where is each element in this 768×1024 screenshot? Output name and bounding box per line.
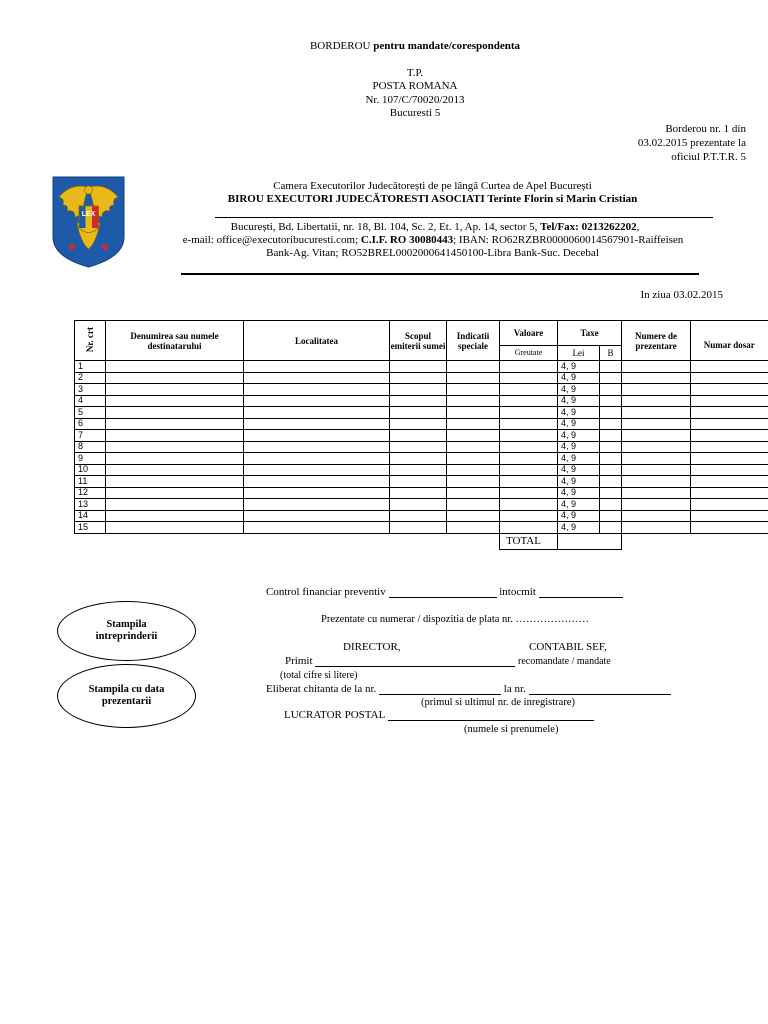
- row-numere[interactable]: [622, 499, 691, 511]
- row-nr: 10: [75, 464, 106, 476]
- stamp-intreprinderii: [57, 601, 196, 661]
- row-greutate[interactable]: [500, 407, 558, 419]
- row-greutate[interactable]: [500, 372, 558, 384]
- col-nr-header: [75, 321, 106, 361]
- row-b[interactable]: [600, 372, 622, 384]
- row-scop[interactable]: [390, 453, 447, 465]
- row-dosar[interactable]: [691, 522, 768, 534]
- row-localitate[interactable]: [244, 361, 390, 373]
- row-nr: 2: [75, 372, 106, 384]
- table-row: [75, 499, 768, 511]
- primit-field[interactable]: [315, 666, 515, 667]
- org-address-end: ,: [636, 221, 640, 233]
- col-ind-header: Indicatii speciale: [447, 321, 500, 361]
- col-taxe-header: Taxe: [558, 321, 622, 346]
- control-line: [266, 586, 623, 598]
- posta-label: POSTA ROMANA: [372, 80, 458, 92]
- row-greutate[interactable]: [500, 361, 558, 373]
- table-row: [75, 418, 768, 430]
- eliberat-label: Eliberat chitanta de la nr.: [266, 683, 377, 695]
- table-row: [75, 464, 768, 476]
- col-val-header: Valoare: [500, 321, 558, 346]
- row-greutate[interactable]: [500, 441, 558, 453]
- row-lei: 4, 9: [558, 522, 600, 534]
- row-nr: 14: [75, 510, 106, 522]
- row-lei: 4, 9: [558, 499, 600, 511]
- row-name[interactable]: [106, 453, 244, 465]
- table-row: [75, 361, 768, 373]
- row-nr: 3: [75, 384, 106, 396]
- row-b[interactable]: [600, 361, 622, 373]
- row-dosar[interactable]: [691, 487, 768, 499]
- row-b[interactable]: [600, 464, 622, 476]
- row-localitate[interactable]: [244, 441, 390, 453]
- row-numere[interactable]: [622, 407, 691, 419]
- total-value-cell[interactable]: [558, 533, 622, 549]
- row-scop[interactable]: [390, 361, 447, 373]
- stamp-data-prezentarii: [57, 664, 196, 728]
- row-numere[interactable]: [622, 464, 691, 476]
- row-name[interactable]: [106, 361, 244, 373]
- row-localitate[interactable]: [244, 418, 390, 430]
- logo-top-text: UNEJ: [70, 163, 107, 177]
- row-indicatii[interactable]: [447, 510, 500, 522]
- row-lei: 4, 9: [558, 418, 600, 430]
- row-scop[interactable]: [390, 487, 447, 499]
- intocmit-label: intocmit: [499, 586, 536, 598]
- row-numere[interactable]: [622, 487, 691, 499]
- borderou-line2: 03.02.2015 prezentate la: [637, 137, 746, 149]
- org-chamber: Camera Executorilor Judecătorești de pe lângă Curtea de Apel București: [273, 180, 592, 192]
- org-birou: BIROU EXECUTORI JUDECĂTORESTI ASOCIATI Terinte Florin si Marin Cristian: [227, 193, 638, 205]
- row-localitate[interactable]: [244, 453, 390, 465]
- row-indicatii[interactable]: [447, 441, 500, 453]
- col-numere-header: Numere de prezentare: [622, 321, 691, 361]
- row-scop[interactable]: [390, 395, 447, 407]
- control-label: Control financiar preventiv: [266, 586, 386, 598]
- row-lei: 4, 9: [558, 372, 600, 384]
- title-bold: pentru mandate/corespondenta: [373, 40, 521, 52]
- row-greutate[interactable]: [500, 487, 558, 499]
- row-b[interactable]: [600, 441, 622, 453]
- primit-label: Primit: [285, 655, 313, 667]
- row-localitate[interactable]: [244, 487, 390, 499]
- director-label: DIRECTOR,: [343, 641, 401, 653]
- row-localitate[interactable]: [244, 522, 390, 534]
- org-iban: ; IBAN: RO62RZBR0000060014567901-Raiffeisen: [453, 234, 684, 246]
- row-indicatii[interactable]: [447, 407, 500, 419]
- row-b[interactable]: [600, 522, 622, 534]
- row-b[interactable]: [600, 510, 622, 522]
- row-scop[interactable]: [390, 476, 447, 488]
- row-greutate[interactable]: [500, 522, 558, 534]
- table-row: [75, 384, 768, 396]
- nume-prenume-note: (numele si prenumele): [464, 724, 559, 735]
- row-lei: 4, 9: [558, 361, 600, 373]
- lucrator-field[interactable]: [388, 720, 594, 721]
- row-dosar[interactable]: [691, 453, 768, 465]
- col-loc-header: Localitatea: [244, 321, 390, 361]
- row-lei: 4, 9: [558, 407, 600, 419]
- row-scop[interactable]: [390, 522, 447, 534]
- row-greutate[interactable]: [500, 384, 558, 396]
- row-dosar[interactable]: [691, 372, 768, 384]
- row-name[interactable]: [106, 384, 244, 396]
- row-dosar[interactable]: [691, 499, 768, 511]
- row-lei: 4, 9: [558, 464, 600, 476]
- row-numere[interactable]: [622, 441, 691, 453]
- stamp1-label: Stampila intreprinderii: [95, 619, 158, 642]
- table-body: [75, 361, 768, 534]
- row-numere[interactable]: [622, 418, 691, 430]
- total-spacer: [75, 533, 500, 549]
- row-localitate[interactable]: [244, 407, 390, 419]
- row-nr: 7: [75, 430, 106, 442]
- col-scop-header: Scopul emiterii sumei: [390, 321, 447, 361]
- row-greutate[interactable]: [500, 430, 558, 442]
- row-b[interactable]: [600, 453, 622, 465]
- row-localitate[interactable]: [244, 464, 390, 476]
- row-dosar[interactable]: [691, 407, 768, 419]
- table-row: [75, 372, 768, 384]
- table-row: [75, 522, 768, 534]
- col-b-header: B: [600, 346, 622, 361]
- recomandate-label: recomandate / mandate: [518, 656, 611, 667]
- row-nr: 5: [75, 407, 106, 419]
- org-cif: C.I.F. RO 30080443: [360, 234, 454, 246]
- row-scop[interactable]: [390, 418, 447, 430]
- row-nr: 12: [75, 487, 106, 499]
- row-lei: 4, 9: [558, 476, 600, 488]
- row-indicatii[interactable]: [447, 430, 500, 442]
- eliberat-line: [266, 683, 671, 695]
- row-b[interactable]: [600, 418, 622, 430]
- row-greutate[interactable]: [500, 418, 558, 430]
- row-indicatii[interactable]: [447, 372, 500, 384]
- row-numere[interactable]: [622, 430, 691, 442]
- row-lei: 4, 9: [558, 430, 600, 442]
- row-nr: 13: [75, 499, 106, 511]
- row-lei: 4, 9: [558, 487, 600, 499]
- row-lei: 4, 9: [558, 384, 600, 396]
- lucrator-label: LUCRATOR POSTAL: [284, 709, 385, 721]
- row-b[interactable]: [600, 499, 622, 511]
- row-greutate[interactable]: [500, 395, 558, 407]
- tp-label: T.P.: [406, 67, 424, 79]
- row-b[interactable]: [600, 430, 622, 442]
- row-nr: 1: [75, 361, 106, 373]
- row-numere[interactable]: [622, 522, 691, 534]
- row-numere[interactable]: [622, 510, 691, 522]
- row-b[interactable]: [600, 476, 622, 488]
- row-numere[interactable]: [622, 395, 691, 407]
- row-dosar[interactable]: [691, 361, 768, 373]
- row-name[interactable]: [106, 499, 244, 511]
- row-dosar[interactable]: [691, 476, 768, 488]
- row-name[interactable]: [106, 418, 244, 430]
- row-indicatii[interactable]: [447, 453, 500, 465]
- org-divider-2: [181, 273, 699, 275]
- row-dosar[interactable]: [691, 395, 768, 407]
- row-nr: 8: [75, 441, 106, 453]
- col-nr-label: Nr. crt: [85, 326, 95, 353]
- org-tel: Tel/Fax: 0213262202: [540, 221, 637, 233]
- row-indicatii[interactable]: [447, 361, 500, 373]
- row-numere[interactable]: [622, 361, 691, 373]
- row-dosar[interactable]: [691, 510, 768, 522]
- row-dosar[interactable]: [691, 464, 768, 476]
- row-dosar[interactable]: [691, 441, 768, 453]
- date-line: In ziua 03.02.2015: [640, 289, 723, 301]
- posta-city: Bucuresti 5: [389, 107, 441, 119]
- row-scop[interactable]: [390, 407, 447, 419]
- borderou-table: [74, 320, 768, 550]
- table-row: [75, 430, 768, 442]
- lucrator-line: [284, 709, 594, 721]
- row-greutate[interactable]: [500, 464, 558, 476]
- row-name[interactable]: [106, 487, 244, 499]
- row-greutate[interactable]: [500, 510, 558, 522]
- row-localitate[interactable]: [244, 499, 390, 511]
- row-localitate[interactable]: [244, 395, 390, 407]
- prezentate-line: Prezentate cu numerar / dispozitia de plata nr. …………………: [321, 614, 589, 625]
- org-email-line: [138, 234, 728, 247]
- row-numere[interactable]: [622, 453, 691, 465]
- row-indicatii[interactable]: [447, 476, 500, 488]
- row-b[interactable]: [600, 487, 622, 499]
- row-scop[interactable]: [390, 499, 447, 511]
- contabil-label: CONTABIL SEF,: [529, 641, 607, 653]
- row-localitate[interactable]: [244, 430, 390, 442]
- row-lei: 4, 9: [558, 510, 600, 522]
- row-greutate[interactable]: [500, 499, 558, 511]
- table-row: [75, 476, 768, 488]
- row-name[interactable]: [106, 430, 244, 442]
- row-scop[interactable]: [390, 464, 447, 476]
- row-lei: 4, 9: [558, 453, 600, 465]
- logo-shield-text: LEX: [81, 211, 96, 218]
- row-indicatii[interactable]: [447, 499, 500, 511]
- row-scop[interactable]: [390, 510, 447, 522]
- row-dosar[interactable]: [691, 384, 768, 396]
- row-indicatii[interactable]: [447, 384, 500, 396]
- row-b[interactable]: [600, 407, 622, 419]
- table-row: [75, 407, 768, 419]
- row-name[interactable]: [106, 395, 244, 407]
- la-nr-label: la nr.: [503, 683, 526, 695]
- row-greutate[interactable]: [500, 476, 558, 488]
- title-prefix: BORDEROU: [309, 40, 371, 52]
- table-row: [75, 441, 768, 453]
- row-dosar[interactable]: [691, 430, 768, 442]
- row-name[interactable]: [106, 476, 244, 488]
- row-nr: 15: [75, 522, 106, 534]
- borderou-line1: Borderou nr. 1 din: [665, 123, 746, 135]
- row-dosar[interactable]: [691, 418, 768, 430]
- row-numere[interactable]: [622, 476, 691, 488]
- col-dosar-header: Numar dosar: [691, 321, 768, 361]
- row-name[interactable]: [106, 522, 244, 534]
- row-lei: 4, 9: [558, 395, 600, 407]
- row-name[interactable]: [106, 510, 244, 522]
- row-indicatii[interactable]: [447, 395, 500, 407]
- stamp2-label: Stampila cu data prezentarii: [88, 684, 165, 707]
- table-row: [75, 510, 768, 522]
- row-nr: 9: [75, 453, 106, 465]
- total-cifre-note: (total cifre si litere): [280, 670, 358, 681]
- eliberat-field-to[interactable]: [529, 694, 671, 695]
- row-name[interactable]: [106, 407, 244, 419]
- org-address-text: București, Bd. Libertatii, nr. 18, Bl. 104, Sc. 2, Et. 1, Ap. 14, sector 5,: [230, 221, 541, 233]
- row-scop[interactable]: [390, 372, 447, 384]
- posta-nr: Nr. 107/C/70020/2013: [365, 94, 465, 106]
- row-numere[interactable]: [622, 384, 691, 396]
- row-localitate[interactable]: [244, 510, 390, 522]
- table-row: [75, 453, 768, 465]
- org-email: e-mail: office@executoribucuresti.com;: [182, 234, 361, 246]
- org-bank: Bank-Ag. Vitan; RO52BREL0002000641450100-Libra Bank-Suc. Decebal: [266, 247, 599, 259]
- col-greutate-header: Greutate: [500, 346, 558, 361]
- row-b[interactable]: [600, 395, 622, 407]
- table-row: [75, 395, 768, 407]
- intocmit-field[interactable]: [539, 597, 623, 598]
- total-label: TOTAL: [500, 533, 558, 549]
- row-numere[interactable]: [622, 372, 691, 384]
- primit-line: [285, 655, 611, 667]
- row-indicatii[interactable]: [447, 522, 500, 534]
- org-divider-1: [215, 217, 713, 218]
- total-spacer-right: [622, 533, 768, 549]
- row-name[interactable]: [106, 372, 244, 384]
- row-lei: 4, 9: [558, 441, 600, 453]
- document-title: [250, 40, 580, 54]
- org-address: [150, 221, 720, 234]
- row-nr: 6: [75, 418, 106, 430]
- control-field[interactable]: [389, 597, 497, 598]
- table-row: [75, 487, 768, 499]
- row-name[interactable]: [106, 441, 244, 453]
- unej-logo: [51, 163, 126, 268]
- row-localitate[interactable]: [244, 372, 390, 384]
- row-name[interactable]: [106, 464, 244, 476]
- borderou-line3: oficiul P.T.T.R. 5: [671, 151, 746, 163]
- row-scop[interactable]: [390, 384, 447, 396]
- row-scop[interactable]: [390, 441, 447, 453]
- row-indicatii[interactable]: [447, 464, 500, 476]
- row-nr: 11: [75, 476, 106, 488]
- row-localitate[interactable]: [244, 384, 390, 396]
- row-indicatii[interactable]: [447, 487, 500, 499]
- col-name-header: Denumirea sau numele destinatarului: [106, 321, 244, 361]
- row-localitate[interactable]: [244, 476, 390, 488]
- row-indicatii[interactable]: [447, 418, 500, 430]
- eliberat-field-from[interactable]: [379, 694, 501, 695]
- borderou-info: [526, 122, 746, 164]
- row-nr: 4: [75, 395, 106, 407]
- col-lei-header: Lei: [558, 346, 600, 361]
- row-greutate[interactable]: [500, 453, 558, 465]
- row-scop[interactable]: [390, 430, 447, 442]
- primul-ultimul-note: (primul si ultimul nr. de inregistrare): [421, 697, 575, 708]
- row-b[interactable]: [600, 384, 622, 396]
